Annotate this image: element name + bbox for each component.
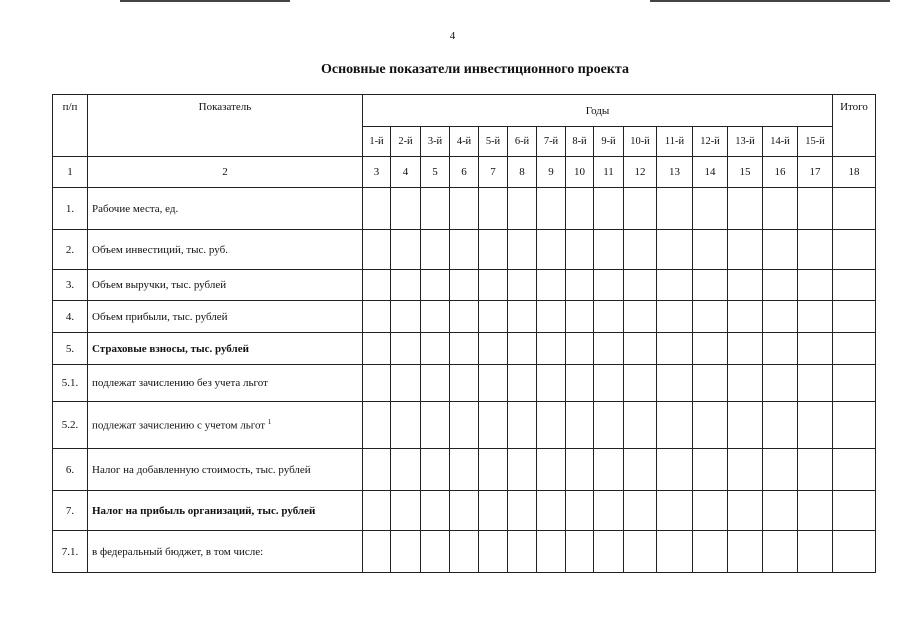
total-value-cell: [833, 365, 876, 402]
indicator-cell: [88, 188, 363, 230]
indicator-label: Объем прибыли, тыс. рублей: [92, 310, 228, 323]
row-number: 6.: [53, 449, 88, 491]
year-value-cell: [594, 230, 624, 270]
indicator-label: подлежат зачислению без учета льгот: [92, 377, 268, 389]
year-value-cell: [763, 365, 798, 402]
indicator-cell: [88, 365, 363, 402]
row-number: 7.1.: [53, 531, 88, 573]
year-value-cell: [450, 188, 479, 230]
year-value-cell: [594, 188, 624, 230]
year-value-cell: [508, 531, 537, 573]
year-value-cell: [728, 365, 763, 402]
column-number-6: 6: [450, 157, 479, 188]
column-number-4: 4: [391, 157, 421, 188]
year-value-cell: [508, 333, 537, 365]
year-value-cell: [657, 230, 693, 270]
indicator-label: Страховые взносы, тыс. рублей: [92, 342, 249, 355]
year-value-cell: [421, 301, 450, 333]
year-value-cell: [537, 270, 566, 301]
scan-edge-line: [650, 0, 890, 2]
header-years: Годы: [363, 95, 833, 127]
year-value-cell: [624, 449, 657, 491]
indicator-cell: [88, 491, 363, 531]
table-row: [53, 333, 876, 365]
year-value-cell: [421, 230, 450, 270]
year-value-cell: [624, 491, 657, 531]
year-value-cell: [693, 333, 728, 365]
year-value-cell: [657, 449, 693, 491]
year-value-cell: [693, 230, 728, 270]
indicator-label: в федеральный бюджет, в том числе:: [92, 545, 264, 558]
year-value-cell: [693, 531, 728, 573]
year-value-cell: [450, 270, 479, 301]
year-header-5: 5-й: [479, 127, 508, 157]
row-number: 5.: [53, 333, 88, 365]
column-number-5: 5: [421, 157, 450, 188]
row-number: 3.: [53, 270, 88, 301]
row-number: 5.1.: [53, 365, 88, 402]
year-value-cell: [537, 365, 566, 402]
year-value-cell: [594, 491, 624, 531]
table-row: [53, 365, 876, 402]
year-value-cell: [624, 301, 657, 333]
year-value-cell: [479, 531, 508, 573]
year-value-cell: [693, 449, 728, 491]
total-value-cell: [833, 188, 876, 230]
header-indicator: Показатель: [88, 95, 363, 157]
year-value-cell: [479, 333, 508, 365]
year-value-cell: [657, 301, 693, 333]
row-number: 7.: [53, 491, 88, 531]
indicator-label: Налог на добавленную стоимость, тыс. рублей: [92, 463, 311, 476]
year-value-cell: [537, 402, 566, 449]
row-number: 5.2.: [53, 402, 88, 449]
year-value-cell: [594, 333, 624, 365]
document-title: Основные показатели инвестиционного проекта: [321, 62, 629, 77]
year-value-cell: [624, 365, 657, 402]
table-row: [53, 491, 876, 531]
year-value-cell: [798, 531, 833, 573]
column-number-12: 12: [624, 157, 657, 188]
year-value-cell: [798, 365, 833, 402]
column-number-8: 8: [508, 157, 537, 188]
year-header-9: 9-й: [594, 127, 624, 157]
scan-edge-line: [120, 0, 290, 2]
year-header-6: 6-й: [508, 127, 537, 157]
year-header-13: 13-й: [728, 127, 763, 157]
year-value-cell: [391, 188, 421, 230]
year-value-cell: [624, 402, 657, 449]
year-value-cell: [594, 301, 624, 333]
row-number: 4.: [53, 301, 88, 333]
year-header-2: 2-й: [391, 127, 421, 157]
column-number-1: 1: [53, 157, 88, 188]
year-value-cell: [363, 449, 391, 491]
year-value-cell: [450, 491, 479, 531]
year-value-cell: [693, 301, 728, 333]
year-value-cell: [421, 270, 450, 301]
header-row-1: [53, 95, 876, 127]
year-value-cell: [763, 230, 798, 270]
year-header-14: 14-й: [763, 127, 798, 157]
year-value-cell: [450, 402, 479, 449]
year-value-cell: [391, 365, 421, 402]
year-value-cell: [508, 402, 537, 449]
year-header-3: 3-й: [421, 127, 450, 157]
column-number-16: 16: [763, 157, 798, 188]
column-number-10: 10: [566, 157, 594, 188]
year-value-cell: [508, 188, 537, 230]
table-row: [53, 531, 876, 573]
indicator-label: Объем выручки, тыс. рублей: [92, 279, 227, 291]
year-value-cell: [391, 531, 421, 573]
year-value-cell: [508, 491, 537, 531]
year-value-cell: [763, 301, 798, 333]
year-value-cell: [508, 301, 537, 333]
year-value-cell: [508, 230, 537, 270]
year-header-11: 11-й: [657, 127, 693, 157]
year-value-cell: [421, 449, 450, 491]
indicator-cell: [88, 270, 363, 301]
year-value-cell: [537, 301, 566, 333]
year-value-cell: [566, 301, 594, 333]
year-value-cell: [728, 402, 763, 449]
year-value-cell: [421, 333, 450, 365]
year-value-cell: [391, 270, 421, 301]
year-value-cell: [798, 270, 833, 301]
year-value-cell: [763, 491, 798, 531]
indicator-label: Объем инвестиций, тыс. руб.: [92, 243, 228, 256]
column-numbers-row: [53, 157, 876, 188]
year-value-cell: [391, 333, 421, 365]
year-value-cell: [479, 449, 508, 491]
row-number: 1.: [53, 188, 88, 230]
column-number-3: 3: [363, 157, 391, 188]
year-value-cell: [537, 188, 566, 230]
year-value-cell: [728, 491, 763, 531]
year-value-cell: [450, 333, 479, 365]
indicator-label: Рабочие места, ед.: [92, 202, 179, 215]
year-value-cell: [363, 301, 391, 333]
year-value-cell: [363, 188, 391, 230]
column-number-14: 14: [693, 157, 728, 188]
year-value-cell: [508, 365, 537, 402]
year-value-cell: [657, 531, 693, 573]
year-value-cell: [798, 188, 833, 230]
year-value-cell: [479, 188, 508, 230]
year-value-cell: [566, 449, 594, 491]
year-value-cell: [566, 333, 594, 365]
total-value-cell: [833, 270, 876, 301]
year-value-cell: [594, 365, 624, 402]
year-value-cell: [537, 531, 566, 573]
year-value-cell: [657, 188, 693, 230]
year-header-7: 7-й: [537, 127, 566, 157]
indicator-cell: [88, 301, 363, 333]
year-value-cell: [450, 230, 479, 270]
year-value-cell: [798, 491, 833, 531]
year-value-cell: [728, 531, 763, 573]
column-number-11: 11: [594, 157, 624, 188]
column-number-13: 13: [657, 157, 693, 188]
year-value-cell: [363, 402, 391, 449]
year-value-cell: [693, 188, 728, 230]
table-row: [53, 402, 876, 449]
indicator-cell: [88, 333, 363, 365]
column-number-7: 7: [479, 157, 508, 188]
year-value-cell: [479, 402, 508, 449]
indicator-label: подлежат зачислению с учетом льгот: [92, 419, 266, 432]
year-value-cell: [566, 365, 594, 402]
year-value-cell: [391, 402, 421, 449]
year-value-cell: [657, 491, 693, 531]
year-value-cell: [363, 365, 391, 402]
column-number-9: 9: [537, 157, 566, 188]
year-value-cell: [450, 301, 479, 333]
year-value-cell: [728, 301, 763, 333]
year-value-cell: [421, 402, 450, 449]
year-value-cell: [537, 449, 566, 491]
indicator-label: Налог на прибыль организаций, тыс. рублей: [92, 504, 316, 517]
indicator-cell: [88, 449, 363, 491]
year-value-cell: [450, 531, 479, 573]
row-number: 2.: [53, 230, 88, 270]
year-value-cell: [728, 333, 763, 365]
year-value-cell: [657, 365, 693, 402]
year-value-cell: [508, 270, 537, 301]
year-value-cell: [693, 402, 728, 449]
year-value-cell: [657, 333, 693, 365]
year-header-10: 10-й: [624, 127, 657, 157]
year-value-cell: [479, 270, 508, 301]
year-value-cell: [798, 301, 833, 333]
year-value-cell: [363, 491, 391, 531]
year-value-cell: [508, 449, 537, 491]
year-value-cell: [763, 449, 798, 491]
year-value-cell: [693, 491, 728, 531]
year-value-cell: [566, 402, 594, 449]
year-value-cell: [657, 402, 693, 449]
table-row: [53, 449, 876, 491]
year-value-cell: [537, 333, 566, 365]
year-value-cell: [566, 491, 594, 531]
year-value-cell: [693, 365, 728, 402]
year-value-cell: [798, 230, 833, 270]
year-value-cell: [657, 270, 693, 301]
year-value-cell: [479, 491, 508, 531]
year-header-12: 12-й: [693, 127, 728, 157]
year-value-cell: [363, 333, 391, 365]
year-value-cell: [763, 270, 798, 301]
year-value-cell: [421, 491, 450, 531]
year-value-cell: [594, 449, 624, 491]
footnote-marker: 1: [267, 418, 272, 427]
indicator-cell: [88, 402, 363, 449]
year-value-cell: [450, 365, 479, 402]
indicators-table: [52, 94, 876, 573]
year-value-cell: [763, 402, 798, 449]
year-value-cell: [537, 230, 566, 270]
year-value-cell: [391, 230, 421, 270]
table-row: [53, 301, 876, 333]
indicator-cell: [88, 531, 363, 573]
column-number-17: 17: [798, 157, 833, 188]
year-value-cell: [450, 449, 479, 491]
year-value-cell: [624, 230, 657, 270]
year-value-cell: [594, 402, 624, 449]
year-value-cell: [391, 301, 421, 333]
page-number: 4: [449, 30, 456, 42]
total-value-cell: [833, 301, 876, 333]
year-value-cell: [728, 270, 763, 301]
year-value-cell: [763, 333, 798, 365]
year-value-cell: [421, 188, 450, 230]
year-value-cell: [537, 491, 566, 531]
year-value-cell: [594, 270, 624, 301]
total-value-cell: [833, 402, 876, 449]
year-value-cell: [728, 449, 763, 491]
year-value-cell: [566, 531, 594, 573]
year-value-cell: [479, 230, 508, 270]
column-number-2: 2: [88, 157, 363, 188]
year-value-cell: [798, 449, 833, 491]
year-value-cell: [798, 402, 833, 449]
year-value-cell: [479, 301, 508, 333]
year-value-cell: [728, 188, 763, 230]
column-number-18: 18: [833, 157, 876, 188]
year-value-cell: [624, 188, 657, 230]
year-value-cell: [421, 365, 450, 402]
total-value-cell: [833, 531, 876, 573]
column-number-15: 15: [728, 157, 763, 188]
total-value-cell: [833, 230, 876, 270]
year-value-cell: [728, 230, 763, 270]
year-value-cell: [363, 531, 391, 573]
indicator-cell: [88, 230, 363, 270]
year-value-cell: [566, 230, 594, 270]
year-value-cell: [363, 270, 391, 301]
table-row: [53, 230, 876, 270]
year-value-cell: [763, 188, 798, 230]
year-value-cell: [763, 531, 798, 573]
year-value-cell: [566, 270, 594, 301]
year-value-cell: [624, 333, 657, 365]
table-row: [53, 188, 876, 230]
year-header-4: 4-й: [450, 127, 479, 157]
year-value-cell: [421, 531, 450, 573]
header-total: Итого: [833, 95, 876, 157]
year-value-cell: [693, 270, 728, 301]
year-value-cell: [391, 491, 421, 531]
table-row: [53, 270, 876, 301]
year-value-cell: [624, 270, 657, 301]
year-value-cell: [363, 230, 391, 270]
total-value-cell: [833, 449, 876, 491]
year-value-cell: [566, 188, 594, 230]
year-value-cell: [594, 531, 624, 573]
year-value-cell: [391, 449, 421, 491]
year-header-1: 1-й: [363, 127, 391, 157]
total-value-cell: [833, 333, 876, 365]
header-num: п/п: [53, 95, 88, 157]
year-header-8: 8-й: [566, 127, 594, 157]
year-value-cell: [479, 365, 508, 402]
year-header-15: 15-й: [798, 127, 833, 157]
year-value-cell: [798, 333, 833, 365]
total-value-cell: [833, 491, 876, 531]
year-value-cell: [624, 531, 657, 573]
